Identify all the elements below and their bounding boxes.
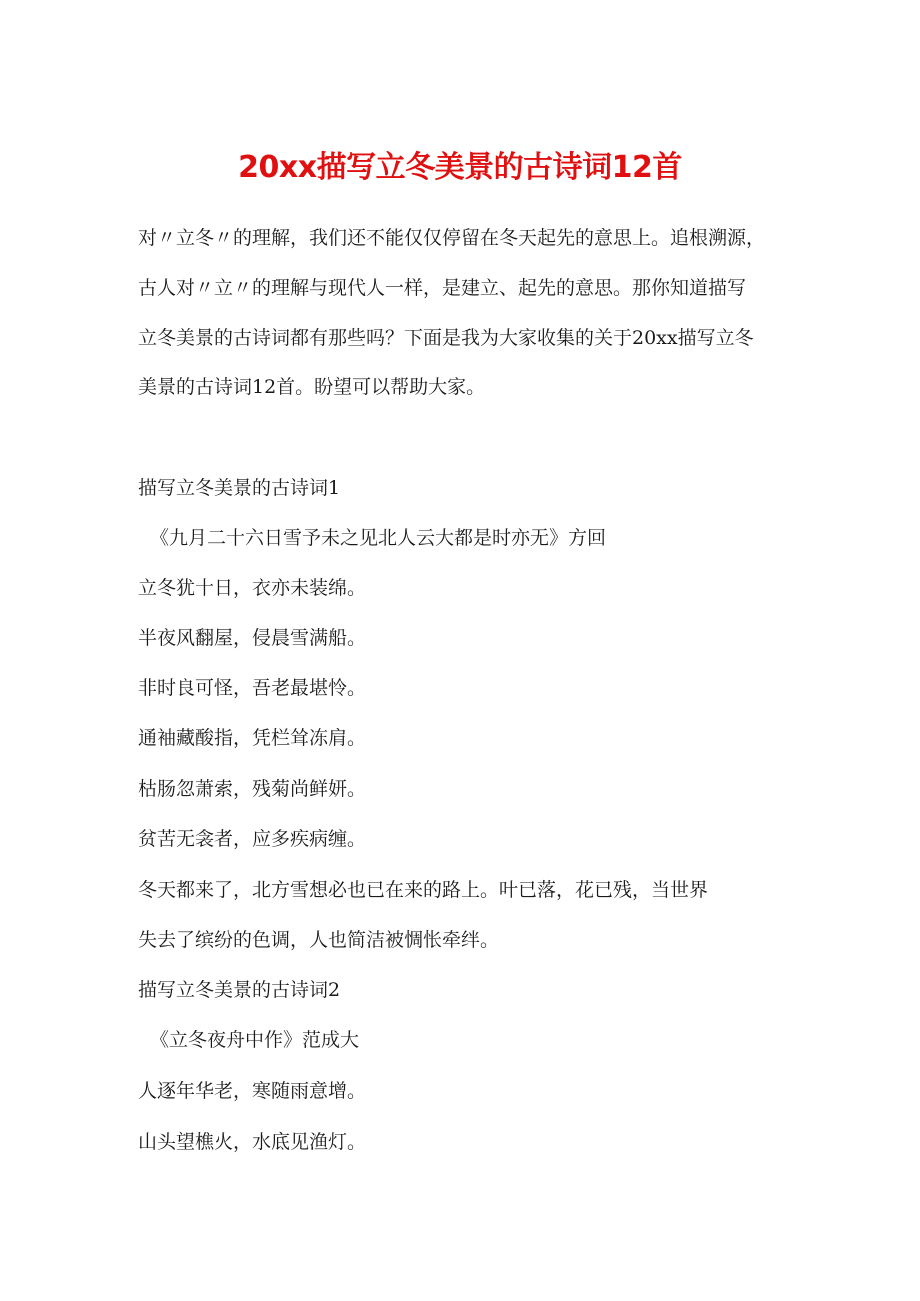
intro-line: 古人对〃立〃的理解与现代人一样，是建立、起先的意思。那你知道描写 <box>138 277 747 299</box>
poem-verse: 通袖藏酸指，凭栏耸冻肩。 <box>138 727 367 749</box>
poem-verse: 人逐年华老，寒随雨意增。 <box>138 1080 367 1102</box>
intro-line: 立冬美景的古诗词都有那些吗？下面是我为大家收集的关于20xx描写立冬 <box>138 327 754 349</box>
section-heading: 描写立冬美景的古诗词2 <box>138 979 341 1001</box>
commentary-line: 失去了缤纷的色调，人也简洁被惆怅牵绊。 <box>138 929 500 951</box>
intro-line: 美景的古诗词12首。盼望可以帮助大家。 <box>138 376 486 398</box>
section-heading: 描写立冬美景的古诗词1 <box>138 477 341 499</box>
poem-verse: 贫苦无衾者，应多疾病缠。 <box>138 828 367 850</box>
poem-verse: 山头望樵火，水底见渔灯。 <box>138 1131 367 1153</box>
poem-verse: 立冬犹十日，衣亦未装绵。 <box>138 577 367 599</box>
poem-verse: 半夜风翻屋，侵晨雪满船。 <box>138 627 367 649</box>
poem-title: 《九月二十六日雪予未之见北人云大都是时亦无》方回 <box>150 527 607 549</box>
document-title: 20xx描写立冬美景的古诗词12首 <box>238 150 682 185</box>
poem-verse: 枯肠忽萧索，残菊尚鲜妍。 <box>138 778 367 800</box>
poem-title: 《立冬夜舟中作》范成大 <box>150 1029 360 1051</box>
commentary-line: 冬天都来了，北方雪想必也已在来的路上。叶已落，花已残，当世界 <box>138 879 709 901</box>
intro-line: 对〃立冬〃的理解，我们还不能仅仅停留在冬天起先的意思上。追根溯源， <box>138 227 766 249</box>
poem-verse: 非时良可怪，吾老最堪怜。 <box>138 677 367 699</box>
